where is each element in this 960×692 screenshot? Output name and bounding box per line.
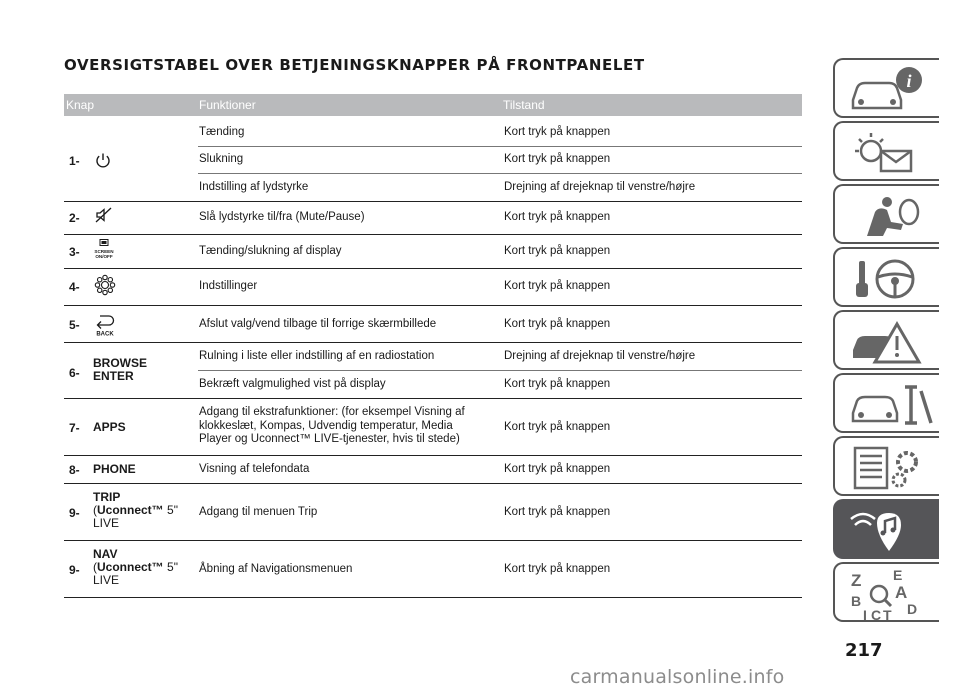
- row-divider: [64, 540, 802, 541]
- tab-warning-lights[interactable]: [833, 121, 939, 181]
- tab-key-steering[interactable]: [833, 247, 939, 307]
- onoff-label: ON/OFF: [95, 254, 113, 259]
- row-divider: [64, 398, 802, 399]
- multimedia-icon: [845, 505, 935, 557]
- row-divider: [64, 234, 802, 235]
- screen-label: SCREEN: [94, 249, 114, 254]
- header-funktioner: Funktioner: [199, 98, 256, 112]
- function-text: Tænding: [199, 126, 245, 138]
- row-divider: [64, 305, 802, 306]
- key-steering-icon: [845, 253, 935, 305]
- watermark: carmanualsonline.info: [570, 666, 785, 688]
- state-text: Kort tryk på knappen: [504, 280, 611, 292]
- row-divider: [64, 597, 802, 598]
- browse-enter-label: BROWSE ENTER: [93, 356, 147, 383]
- function-text: Adgang til menuen Trip: [199, 506, 318, 518]
- row-number: 8-: [69, 463, 80, 477]
- state-text: Kort tryk på knappen: [504, 318, 611, 330]
- car-service-icon: [845, 379, 935, 431]
- back-icon: [92, 311, 118, 337]
- warning-triangle-icon: [845, 316, 935, 368]
- svg-text:I: I: [863, 607, 867, 623]
- header-knap: Knap: [66, 98, 95, 112]
- row-divider: [64, 455, 802, 456]
- row-number: 5-: [69, 318, 80, 332]
- state-text: Kort tryk på knappen: [504, 211, 611, 223]
- state-text: Kort tryk på knappen: [504, 153, 611, 165]
- function-text: Slukning: [199, 153, 244, 165]
- svg-text:A: A: [895, 583, 908, 602]
- svg-text:Z: Z: [851, 571, 862, 590]
- tab-airbag-seat[interactable]: [833, 184, 939, 244]
- index-icon: [845, 568, 935, 624]
- function-text: Indstillinger: [199, 280, 258, 292]
- power-icon: [95, 152, 111, 169]
- tab-multimedia[interactable]: [833, 499, 939, 559]
- row-number: 4-: [69, 280, 80, 294]
- page-number: 217: [845, 640, 883, 661]
- car-info-icon: [845, 64, 935, 116]
- svg-text:C: C: [871, 607, 882, 623]
- state-text: Kort tryk på knappen: [504, 421, 611, 433]
- mute-icon: [94, 205, 114, 225]
- function-text: Bekræft valgmulighed vist på display: [199, 378, 386, 390]
- tab-warning-triangle[interactable]: [833, 310, 939, 370]
- state-text: Kort tryk på knappen: [504, 245, 611, 257]
- function-text: Rulning i liste eller indstilling af en radiostation: [199, 350, 435, 362]
- svg-text:E: E: [893, 568, 903, 583]
- state-text: Kort tryk på knappen: [504, 506, 611, 518]
- screen-onoff-icon: [92, 238, 116, 262]
- state-text: Kort tryk på knappen: [504, 126, 611, 138]
- function-text: Visning af telefondata: [199, 463, 310, 475]
- row-number: 6-: [69, 366, 80, 380]
- state-text: Drejning af drejeknap til venstre/højre: [504, 181, 696, 193]
- row-divider: [64, 483, 802, 484]
- svg-text:i: i: [906, 71, 912, 91]
- apps-label: APPS: [93, 420, 126, 434]
- tab-index[interactable]: [833, 562, 939, 622]
- state-text: Kort tryk på knappen: [504, 463, 611, 475]
- tab-car-info[interactable]: [833, 58, 939, 118]
- function-text: Åbning af Navigationsmenuen: [199, 563, 353, 575]
- svg-text:T: T: [883, 607, 892, 623]
- phone-label: PHONE: [93, 462, 136, 476]
- row-number: 1-: [69, 154, 80, 168]
- function-text: Tænding/slukning af display: [199, 245, 342, 257]
- back-label: BACK: [96, 331, 114, 337]
- row-divider: [64, 342, 802, 343]
- warning-lights-icon: [845, 127, 935, 179]
- trip-label: TRIP (Uconnect™ 5" LIVE: [93, 490, 178, 530]
- state-text: Drejning af drejeknap til venstre/højre: [504, 350, 696, 362]
- state-text: Kort tryk på knappen: [504, 378, 611, 390]
- tab-car-service[interactable]: [833, 373, 939, 433]
- row-number: 7-: [69, 421, 80, 435]
- tech-data-icon: [845, 442, 935, 494]
- row-number: 3-: [69, 245, 80, 259]
- row-number: 9-: [69, 506, 80, 520]
- row-number: 2-: [69, 211, 80, 225]
- function-text: Adgang til ekstrafunktioner: (for eksempel Visning af klokkeslæt, Kompas, Udvendig temperatur, Media Player og Uconnect™ LIVE-tjenester, hvis til stede): [199, 406, 465, 445]
- svg-text:B: B: [851, 593, 862, 609]
- table-header: [64, 94, 802, 116]
- row-number: 9-: [69, 563, 80, 577]
- nav-label: NAV (Uconnect™ 5" LIVE: [93, 547, 178, 587]
- function-text: Indstilling af lydstyrke: [199, 181, 309, 193]
- row-divider: [64, 268, 802, 269]
- row-divider: [64, 201, 802, 202]
- page-title: OVERSIGTSTABEL OVER BETJENINGSKNAPPER PÅ FRONTPANELET: [64, 56, 645, 74]
- function-text: Afslut valg/vend tilbage til forrige skærmbillede: [199, 318, 437, 330]
- tab-tech-data[interactable]: [833, 436, 939, 496]
- svg-text:D: D: [907, 601, 918, 617]
- settings-icon: [94, 274, 116, 296]
- airbag-seat-icon: [845, 190, 935, 242]
- state-text: Kort tryk på knappen: [504, 563, 611, 575]
- function-text: Slå lydstyrke til/fra (Mute/Pause): [199, 211, 365, 223]
- header-tilstand: Tilstand: [503, 98, 545, 112]
